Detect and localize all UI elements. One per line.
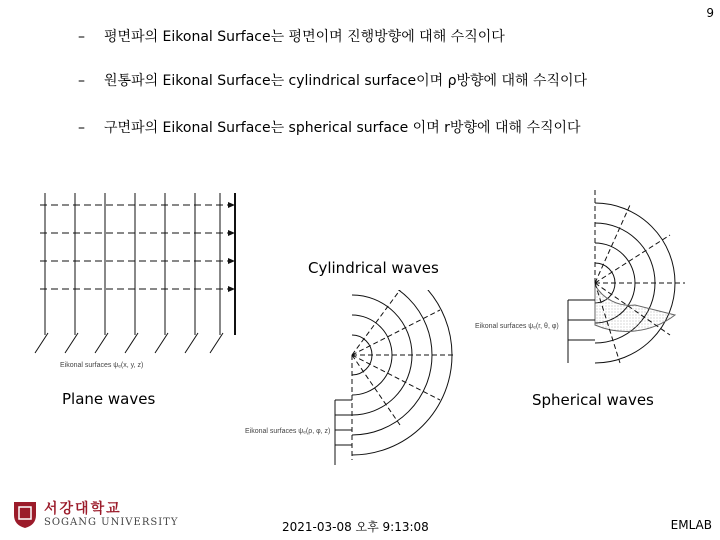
university-seal-icon — [10, 499, 40, 529]
plane-eikonal-label: Eikonal surfaces ψₑ(x, y, z) — [60, 362, 144, 369]
bullet-cylindrical — [78, 70, 587, 90]
cylindrical-eikonal-label: Eikonal surfaces ψₑ(ρ, φ, z) — [245, 428, 331, 435]
bullet-text: 구면파의 Eikonal Surface는 spherical surface 이며 r방향에 대해 수직이다 — [104, 120, 581, 136]
cylindrical-waves-caption: Cylindrical waves — [308, 259, 439, 277]
footer-lab: EMLAB — [670, 518, 712, 532]
university-name-en: SOGANG UNIVERSITY — [44, 517, 179, 528]
plane-waves-figure — [30, 185, 245, 375]
bullet-text: 원통파의 Eikonal Surface는 cylindrical surface이며 ρ방향에 대해 수직이다 — [104, 73, 588, 89]
spherical-waves-figure — [470, 185, 690, 375]
bullet-dash: – — [78, 73, 85, 89]
spherical-eikonal-label: Eikonal surfaces ψₑ(r, θ, φ) — [475, 323, 559, 330]
university-name-kr: 서강대학교 — [44, 501, 122, 517]
bullet-spherical — [78, 117, 581, 137]
footer-datetime: 2021-03-08 오후 9:13:08 — [282, 520, 429, 534]
plane-waves-caption: Plane waves — [62, 390, 156, 408]
page-number: 9 — [706, 6, 714, 20]
bullet-dash: – — [78, 120, 85, 136]
spherical-waves-caption: Spherical waves — [532, 391, 654, 409]
cylindrical-waves-figure — [240, 290, 470, 490]
bullet-text: 평면파의 Eikonal Surface는 평면이며 진행방향에 대해 수직이다 — [104, 29, 505, 45]
bullet-plane — [78, 26, 505, 46]
bullet-dash: – — [78, 29, 85, 45]
